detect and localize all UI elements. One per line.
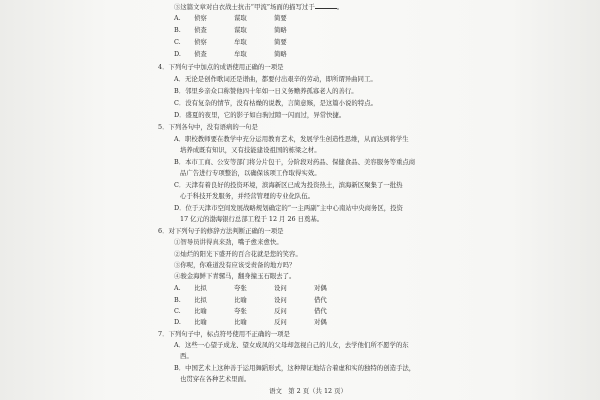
option-letter: D. — [174, 50, 181, 58]
option-letter: A. — [174, 14, 181, 22]
q5-option-d-line2: 17 亿元的渤海银行总部工程于 12 月 26 日奠基。 — [180, 215, 324, 223]
option-word: 简要 — [274, 14, 287, 22]
exam-page — [158, 0, 458, 400]
option-word: 牟取 — [234, 50, 247, 58]
q5-option-a-line1: A．职校教师要在教学中充分运用教育艺术，发展学生创造性思维，从而达到将学生 — [174, 135, 409, 143]
q3-option-d — [174, 50, 314, 59]
option-word: 简略 — [274, 50, 287, 58]
option-word: 反问 — [274, 318, 287, 326]
option-word: 对偶 — [314, 284, 327, 292]
q3-stem: ③这篇文章对白衣战士抗击“甲流”场面的描写过于 。 — [174, 3, 344, 11]
option-word: 谋取 — [234, 26, 247, 34]
option-word: 反问 — [274, 307, 287, 315]
option-word: 简略 — [274, 26, 287, 34]
option-letter: B. — [174, 296, 181, 304]
q6-option-d — [174, 318, 327, 327]
q7-option-b-line2: 也贯穿在各种艺术里面。 — [180, 375, 251, 383]
option-word: 牟取 — [234, 38, 247, 46]
option-word: 借代 — [314, 307, 327, 315]
q3-option-c — [174, 38, 314, 47]
q6-sentence-4: ④骏金海鲜下青骡马，翻身撞玉石眼去了。 — [174, 272, 296, 280]
option-word: 夸张 — [234, 307, 247, 315]
q7-option-b-line1: B．中国艺术上这种善于运用舞蹈形式，这种辩证地结合着虚和实的独特的创造手法， — [174, 364, 416, 372]
option-word: 比喻 — [234, 318, 247, 326]
page-footer: 语文 第 2 页（共 12 页） — [269, 387, 347, 395]
option-word: 侦查 — [194, 50, 207, 58]
option-word: 对偶 — [314, 318, 327, 326]
q4-option-a: A．无论是创作歌词还是谱曲，都要付出艰辛的劳动，即所谓异曲同工。 — [174, 75, 377, 83]
q5-option-b-line2: 品广告进行专项整治，以确保该项工作取得实效。 — [180, 169, 321, 177]
option-letter: C. — [174, 307, 181, 315]
q6-sentence-1: ①智导员讲得真来劲，嘴子愈来愈快。 — [174, 238, 283, 246]
q3-option-b — [174, 26, 314, 35]
answer-blank — [315, 2, 337, 9]
option-word: 简要 — [274, 38, 287, 46]
q5-option-b-line1: B．本市工商、公安等部门将分片包干，分阶段对药品、保健食品、美容服务等重点商 — [174, 158, 416, 166]
q5-option-c-line2: 心于科技开发服务，并经营管理的专业化队伍。 — [180, 192, 315, 200]
q4-option-b: B．邻里乡亲众口称赞他四十年如一日义务赡养孤寡老人的善行。 — [174, 87, 358, 95]
q5-option-c-line1: C．天津有着良好的投资环境，滨海新区已成为投资热土，滨海新区聚集了一批热 — [174, 181, 403, 189]
option-word: 侦查 — [194, 26, 207, 34]
option-word: 夸张 — [234, 284, 247, 292]
option-word: 比拟 — [194, 296, 207, 304]
option-letter: B. — [174, 26, 181, 34]
option-word: 比喻 — [194, 307, 207, 315]
q5-option-d-line1: D．位于天津市空间发展战略规划确定的“一主两副”主中心南站中央商务区，投资 — [174, 204, 403, 212]
option-letter: C. — [174, 38, 181, 46]
option-word: 设问 — [274, 284, 287, 292]
q6-sentence-3: ③你呢，你难道没有应该受责备的地方吗？ — [174, 261, 296, 269]
q4-option-c: C．没有复杂的情节，没有枯燥的说教，言简意赅，是这篇小说的特点。 — [174, 99, 377, 107]
q4-option-d: D．盛夏的夜里，它的影子如白驹过隙一闪而过，异常快捷。 — [174, 111, 346, 119]
q7-option-a-line2: 西。 — [180, 352, 193, 360]
option-letter: A. — [174, 284, 181, 292]
q6-title: 6．对下列句子的修辞方法判断正确的一项是 — [158, 227, 284, 235]
option-word: 借代 — [314, 296, 327, 304]
q5-title: 5．下列各句中，没有语病的一句是 — [158, 123, 258, 131]
q7-option-a-line1: A．这些一心望子成龙、望女成凤的父母却忽视自己的儿女，去学他们所不愿学的东 — [174, 341, 409, 349]
option-word: 侦察 — [194, 38, 207, 46]
option-word: 比喻 — [234, 296, 247, 304]
option-letter: D. — [174, 318, 181, 326]
option-word: 侦察 — [194, 14, 207, 22]
q6-option-c — [174, 307, 327, 316]
q3-stem-text: ③这篇文章对白衣战士抗击“甲流”场面的描写过于 — [174, 3, 315, 11]
q6-option-a — [174, 284, 327, 293]
q3-option-a — [174, 14, 314, 23]
option-word: 比拟 — [194, 284, 207, 292]
option-word: 谋取 — [234, 14, 247, 22]
q4-title: 4．下列句子中加点的成语使用正确的一项是 — [158, 63, 284, 71]
option-word: 比喻 — [194, 318, 207, 326]
q6-sentence-2: ②灿烂的阳光下盛开的百合花就是您的笑容。 — [174, 250, 302, 258]
q6-option-b — [174, 296, 327, 305]
q5-option-a-line2: 培养成既有知识，又有技能建设祖国的栋梁之材。 — [180, 146, 321, 154]
q7-title: 7．下列句子中，标点符号使用不正确的一项是 — [158, 330, 290, 338]
option-word: 设问 — [274, 296, 287, 304]
